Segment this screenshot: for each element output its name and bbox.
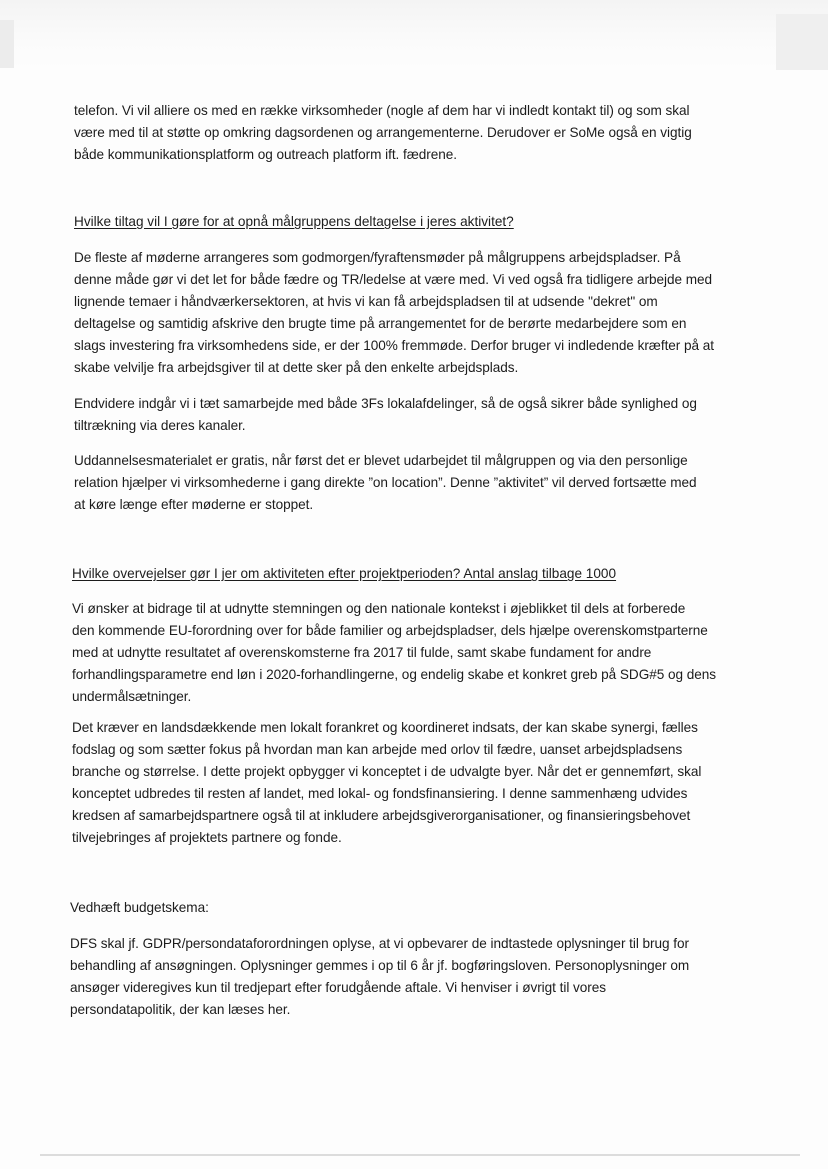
paragraph-line: skabe velvilje fra arbejdsgiver til at dette sker på den enkelte arbejdsplads. — [74, 360, 519, 375]
intro-paragraph — [74, 100, 754, 166]
paragraph-line: Endvidere indgår vi i tæt samarbejde med både 3Fs lokalafdelinger, så de også sikrer både synlighed og — [74, 396, 697, 411]
paragraph-line: kredsen af samarbejdspartnere også til at inkludere arbejdsgiverorganisationer, og finansieringsbehovet — [72, 808, 691, 823]
intro-line: både kommunikationsplatform og outreach platform ift. fædrene. — [74, 147, 458, 162]
scan-artifact-bottom — [40, 1154, 800, 1156]
paragraph-line: at køre længe efter møderne er stoppet. — [74, 497, 314, 512]
section1-paragraph-3 — [74, 450, 754, 516]
gdpr-line: persondatapolitik, der kan læses her. — [70, 1002, 291, 1017]
intro-line: telefon. Vi vil alliere os med en række virksomheder (nogle af dem har vi indledt kontakt til) og som skal — [74, 103, 690, 118]
attachment-label — [70, 897, 750, 919]
paragraph-line: med at udnytte resultatet af overenskomsterne fra 2017 til fulde, samt skabe fundament for andre — [72, 645, 652, 660]
paragraph-line: tiltrækning via deres kanaler. — [74, 418, 246, 433]
intro-line: være med til at støtte op omkring dagsordenen og arrangementerne. Derudover er SoMe også en vigtig — [74, 125, 692, 140]
paragraph-line: deltagelse og samtidig afskrive den brugte time på arrangementet for de berørte medarbejdere som en — [74, 316, 687, 331]
paragraph-line: branche og størrelse. I dette projekt opbygger vi konceptet i de udvalgte byer. Når det er gennemført, skal — [72, 764, 702, 779]
section1-heading: Hvilke tiltag vil I gøre for at opnå målgruppens deltagelse i jeres aktivitet? — [74, 214, 514, 229]
paragraph-line: Vi ønsker at bidrage til at udnytte stemningen og den nationale kontekst i øjeblikket til dels at forberede — [72, 601, 686, 616]
scan-artifact-right — [776, 14, 828, 70]
paragraph-line: slags investering fra virksomhedens side, er der 100% fremmøde. Derfor bruger vi indledende kræfter på at — [74, 338, 714, 353]
section1-paragraph-2 — [74, 393, 754, 437]
paragraph-line: den kommende EU-forordning over for både familier og arbejdspladser, dels hjælpe overenskomstparterne — [72, 623, 708, 638]
scan-shadow-top — [0, 0, 828, 70]
paragraph-line: relation hjælper vi virksomhederne i gang direkte ”on location”. Denne ”aktivitet” vil derved fortsætte med — [74, 475, 697, 490]
paragraph-line: fodslag og som sætter fokus på hvordan man kan arbejde med orlov til fædre, uanset arbejdspladsens — [72, 742, 683, 757]
paragraph-line: tilvejebringes af projektets partnere og fonde. — [72, 830, 342, 845]
gdpr-notice — [70, 933, 750, 1021]
paragraph-line: forhandlingsparametre end løn i 2020-forhandlingerne, og endelig skabe et konkret greb på SDG#5 og dens — [72, 667, 716, 682]
gdpr-line: behandling af ansøgningen. Oplysninger gemmes i op til 6 år jf. bogføringsloven. Personoplysninger om — [70, 958, 690, 973]
gdpr-line: ansøger videregives kun til tredjepart efter forudgående aftale. Vi henviser i øvrigt til vores — [70, 980, 607, 995]
paragraph-line: De fleste af møderne arrangeres som godmorgen/fyraftensmøder på målgruppens arbejdspladser. På — [74, 250, 681, 265]
scan-artifact-left — [0, 20, 14, 68]
section2-paragraph-2 — [72, 717, 752, 849]
paragraph-line: denne måde gør vi det let for både fædre og TR/ledelse at være med. Vi ved også fra tidligere arbejde med — [74, 272, 713, 287]
paragraph-line: Det kræver en landsdækkende men lokalt forankret og koordineret indsats, der kan skabe synergi, fælles — [72, 720, 698, 735]
attachment-label-text: Vedhæft budgetskema: — [70, 900, 209, 915]
section2-paragraph-1 — [72, 598, 752, 708]
section1-paragraph-1 — [74, 247, 754, 379]
section2-heading: Hvilke overvejelser gør I jer om aktiviteten efter projektperioden? Antal anslag tilbage 1000 — [72, 566, 617, 581]
paragraph-line: lignende temaer i håndværkersektoren, at hvis vi kan få arbejdspladsen til at udsende "dekret" om — [74, 294, 658, 309]
gdpr-line: DFS skal jf. GDPR/persondataforordningen oplyse, at vi opbevarer de indtastede oplysninger til brug for — [70, 936, 689, 951]
paragraph-line: konceptet udbredes til resten af landet, med lokal- og fondsfinansiering. I denne sammenhæng udvides — [72, 786, 688, 801]
paragraph-line: undermålsætninger. — [72, 689, 192, 704]
paragraph-line: Uddannelsesmaterialet er gratis, når først det er blevet udarbejdet til målgruppen og via den personlige — [74, 453, 688, 468]
